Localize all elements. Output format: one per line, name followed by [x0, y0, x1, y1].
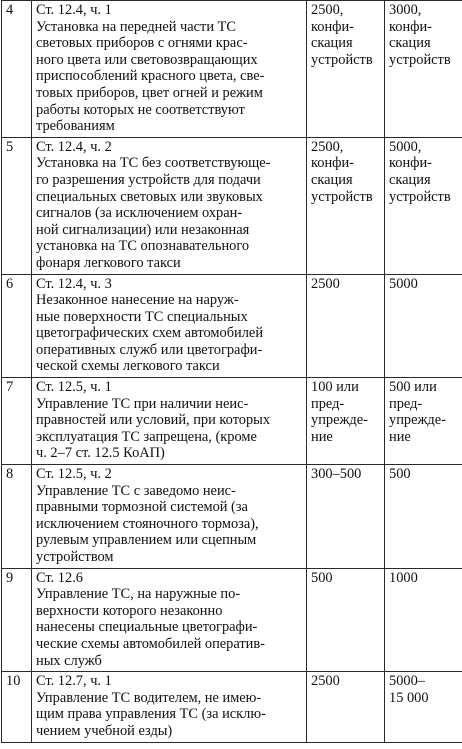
violation-description-line: приспособлений красного цвета, све- [36, 68, 265, 85]
row-number-cell [2, 274, 32, 378]
violation-description-line: работы которых не соответствуют [36, 101, 245, 118]
fine-amount-line: 2500 [311, 673, 340, 690]
fine-citizen-cell [307, 274, 385, 378]
violation-cell [32, 274, 307, 378]
violation-description-line: чением учебной езды) [36, 722, 173, 739]
row-number: 8 [6, 466, 14, 483]
fine-amount-line: 2500, [311, 2, 344, 18]
row-number-cell [2, 465, 32, 569]
fine-amount-line: скация [311, 35, 353, 52]
fine-amount-line: устройств [311, 188, 373, 205]
violation-description-line: правностей или условий, при которых [36, 412, 271, 429]
fine-amount-line: 5000, [389, 138, 422, 155]
fine-amount-line: скация [389, 35, 431, 52]
violation-description-line: ные поверхности ТС специальных [36, 308, 248, 325]
article-reference: Ст. 12.5, ч. 1 [36, 379, 112, 396]
violation-description-line: Управление ТС водителем, не имею- [36, 689, 262, 706]
violation-cell [32, 378, 307, 465]
violation-description-line: требованиям [36, 118, 115, 135]
fine-official-cell [385, 672, 462, 742]
fine-amount-line: 2500, [311, 138, 344, 155]
violation-description-line: правными тормозной системой (за [36, 499, 248, 516]
violation-description-line: верхности которого незаконно [36, 602, 223, 619]
violation-cell [32, 1, 307, 138]
article-reference: Ст. 12.5, ч. 2 [36, 466, 112, 483]
violation-description-line: исключением стояночного тормоза), [36, 515, 259, 532]
violation-description-line: ческой схемы легкового такси [36, 358, 220, 375]
fine-official-cell [385, 1, 462, 138]
fine-citizen-cell [307, 378, 385, 465]
violation-description-line: товых приборов, цвет огней и режим [36, 84, 263, 101]
table-row [2, 378, 462, 465]
fine-citizen-cell [307, 1, 385, 138]
violation-description-line: оперативных служб или цветографи- [36, 341, 263, 358]
violation-description-line: нанесены специальные цветографи- [36, 619, 258, 636]
fine-amount-line: ние [389, 428, 411, 445]
fine-amount-line: устройств [311, 51, 373, 68]
fine-amount-line: конфи- [389, 155, 432, 172]
fine-official-cell [385, 378, 462, 465]
fine-amount-line: 15 000 [389, 689, 429, 706]
fines-table [1, 0, 462, 743]
fine-amount-line: устройств [389, 188, 451, 205]
row-number: 9 [6, 569, 14, 586]
violation-description-line: рулевым управлением или сцепным [36, 532, 257, 549]
violation-description-line: цветографических схем автомобилей [36, 325, 264, 342]
fine-amount-line: 5000 [389, 275, 418, 292]
fine-official-cell [385, 465, 462, 569]
table-row [2, 672, 462, 742]
row-number-cell [2, 1, 32, 138]
row-number-cell [2, 378, 32, 465]
fine-amount-line: пред- [389, 395, 423, 412]
violation-description-line: щим права управления ТС (за исклю- [36, 706, 266, 723]
row-number-cell [2, 137, 32, 274]
fine-amount-line: скация [311, 171, 353, 188]
fine-amount-line: пред- [311, 395, 345, 412]
violation-description-line: устройством [36, 549, 114, 565]
fine-official-cell [385, 137, 462, 274]
fine-amount-line: конфи- [389, 18, 432, 35]
violation-description-line: Установка на ТС без соответствующе- [36, 155, 271, 172]
row-number: 4 [6, 2, 14, 18]
fine-amount-line: упрежде- [389, 412, 446, 429]
violation-description-line: установка на ТС опознавательного [36, 238, 250, 255]
row-number-cell [2, 568, 32, 672]
fine-amount-line: устройств [389, 51, 451, 68]
violation-description-line: фонаря легкового такси [36, 254, 181, 271]
fine-citizen-cell [307, 137, 385, 274]
row-number: 7 [6, 379, 14, 396]
fine-amount-line: 5000– [389, 673, 425, 690]
fine-amount-line: 1000 [389, 569, 418, 586]
article-reference: Ст. 12.4, ч. 1 [36, 2, 112, 18]
table-row [2, 274, 462, 378]
fine-amount-line: скация [389, 171, 431, 188]
article-reference: Ст. 12.6 [36, 569, 83, 586]
fine-amount-line: 500 [311, 569, 333, 586]
article-reference: Ст. 12.4, ч. 3 [36, 275, 112, 292]
fine-amount-line: конфи- [311, 155, 354, 172]
violation-cell [32, 465, 307, 569]
fine-official-cell [385, 274, 462, 378]
row-number: 5 [6, 138, 14, 155]
fine-citizen-cell [307, 465, 385, 569]
fine-amount-line: 300–500 [311, 466, 362, 483]
fine-amount-line: конфи- [311, 18, 354, 35]
row-number-cell [2, 672, 32, 742]
violation-description-line: Управление ТС при наличии неис- [36, 395, 249, 412]
fine-official-cell [385, 568, 462, 672]
violation-cell [32, 672, 307, 742]
violation-description-line: ных служб [36, 652, 102, 669]
fines-table-body [2, 1, 462, 743]
article-reference: Ст. 12.4, ч. 2 [36, 138, 112, 155]
article-reference: Ст. 12.7, ч. 1 [36, 673, 112, 690]
violation-description-line: Управление ТС с заведомо неис- [36, 482, 236, 499]
fine-amount-line: 500 [389, 466, 411, 483]
violation-description-line: го разрешения устройств для подачи [36, 171, 261, 188]
violation-description-line: ного цвета или световозвращающих [36, 51, 258, 68]
fine-amount-line: ние [311, 428, 333, 445]
row-number: 10 [6, 673, 21, 690]
violation-description-line: Незаконное нанесение на наруж- [36, 292, 239, 309]
violation-description-line: эксплуатация ТС запрещена, (кроме [36, 428, 257, 445]
violation-description-line: Управление ТС, на наружные по- [36, 586, 241, 603]
violation-description-line: ческие схемы автомобилей оператив- [36, 635, 265, 652]
fine-amount-line: 500 или [389, 379, 437, 396]
fine-citizen-cell [307, 672, 385, 742]
violation-cell [32, 568, 307, 672]
violation-description-line: Установка на передней части ТС [36, 18, 237, 35]
table-row [2, 137, 462, 274]
violation-description-line: ной сигнализации) или незаконная [36, 221, 250, 238]
violation-cell [32, 137, 307, 274]
violation-description-line: ч. 2–7 ст. 12.5 КоАП) [36, 445, 165, 462]
row-number: 6 [6, 275, 14, 292]
fine-citizen-cell [307, 568, 385, 672]
table-row [2, 1, 462, 138]
fine-amount-line: 3000, [389, 2, 422, 18]
fine-amount-line: 2500 [311, 275, 340, 292]
fine-amount-line: 100 или [311, 379, 359, 396]
table-row [2, 465, 462, 569]
violation-description-line: специальных световых или звуковых [36, 188, 263, 205]
table-row [2, 568, 462, 672]
violation-description-line: световых приборов с огнями крас- [36, 35, 248, 52]
fine-amount-line: упрежде- [311, 412, 368, 429]
violation-description-line: сигналов (за исключением охран- [36, 205, 243, 222]
